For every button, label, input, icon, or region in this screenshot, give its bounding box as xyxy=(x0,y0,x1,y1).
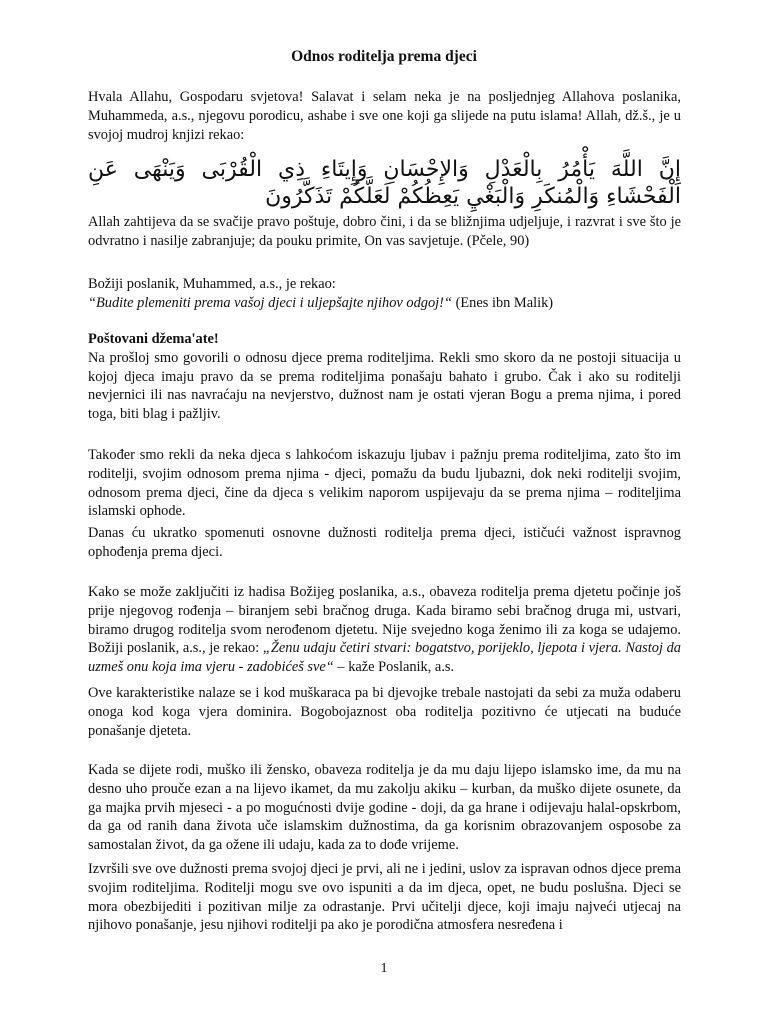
paragraph-choosing-spouse xyxy=(88,583,681,677)
hadith-quote: “Budite plemeniti prema vašoj djeci i uljepšajte njihov odgoj!“ xyxy=(88,294,452,311)
spouse-hadith-quote: „Ženu udaju četiri stvari: bogatstvo, porijeklo, ljepota i vjera. Nastoj da uzmeš onu koja ima vjeru - zadobićeš sve“ xyxy=(88,640,682,676)
hadith-intro: Božiji poslanik, Muhammed, a.s., je rekao: xyxy=(88,276,336,292)
paragraph-today-topic: Danas ću ukratko spomenuti osnovne dužnosti roditelja prema djeci, ističući važnost ispravnog ophođenja prema djeci. xyxy=(88,525,681,560)
address-paragraph xyxy=(88,330,681,424)
intro-paragraph: Hvala Allahu, Gospodaru svjetova! Salavat i selam neka je na posljednjeg Allahova poslanika, Muhammeda, a.s., njegovu porodicu, ashabe i sve one koji ga slijede na putu islama! Allah, dž.š., je u svojoj mudroj knjizi rekao: xyxy=(88,89,681,143)
verse-translation-paragraph: Allah zahtijeva da se svačije pravo poštuje, dobro čini, i da se bližnjima udjeljuje, i razvrat i sve što je odvratno i nasilje zabranjuje; da pouku primite, On vas savjetuje. (Pčele, 90) xyxy=(88,214,681,249)
quran-verse-arabic: إِنَّ اللَّهَ يَأْمُرُ بِالْعَدْلِ وَالإِحْسَانِ وَإِيتَاءِ ذِي الْقُرْبَى وَيَنْهَى عَنِ الْفَحْشَاءِ وَالْمُنكَرِ وَالْبَغْيِ يَعِظُكُمْ لَعَلَّكُمْ تَذَكَّرُونَ xyxy=(88,157,681,209)
document-title: Odnos roditelja prema djeci xyxy=(291,48,477,65)
section-heading: Poštovani džema'ate! xyxy=(88,331,219,347)
spouse-text: Kako se može zaključiti iz hadisa Božijeg poslanika, a.s., obaveza roditelja prema djetetu počinje još prije njegovog rođenja – biranjem sebi bračnog druga. Kada biramo sebi bračnog druga mi, ustvari, biramo drugog roditelja svom nerođenom djetetu. Nije svejedno koga ženimo ili za koga se udajemo. Božiji poslanik, a.s., je rekao: xyxy=(88,584,681,657)
paragraph-parent-duties: Kada se dijete rodi, muško ili žensko, obaveza roditelja je da mu daju lijepo islamsko ime, da mu na desno uho prouče ezan a na lijevo ikamet, da mu zakolju akiku – kurban, da muško dijete osunete, da ga majka prvih mjeseci - a po mogućnosti dvije godine - doji, da ga hrane i odijevaju halal-opskrbom, da ga od ranih dana života uče islamskim dužnostima, da ga korisnim obrazovanjem osposobe za samostalan život, da ga ožene ili udaju, kada za to dođe vrijeme. xyxy=(88,762,681,854)
address-text: Na prošloj smo govorili o odnosu djece prema roditeljima. Rekli smo skoro da ne postoji situacija u kojoj djeca imaju pravo da se prema roditeljima ponašaju bahato i grubo. Čak i ako su roditelji nevjernici ili nas navraćaju na nevjerstvo, dužnost nam je ostati vjeran Bogu a prema njima, i pored toga, biti blag i pažljiv. xyxy=(88,349,681,423)
paragraph-conditions: Izvršili sve ove dužnosti prema svojoj djeci je prvi, ali ne i jedini, uslov za ispravan odnos djece prema svojim roditeljima. Roditelji mogu sve ovo ispuniti a da im djeca, opet, ne budu poslušna. Djeci se mora obezbijediti i pozitivan milje za odrastanje. Prvi učitelji djece, koji imaju najveći utjecaj na njihovo ponašanje, jesu njihovi roditelji pa ako je porodična atmosfera nesređena i xyxy=(88,861,681,934)
paragraph-characteristics: Ove karakteristike nalaze se i kod muškaraca pa bi djevojke trebale nastojati da sebi za muža odaberu onoga kod koga vjera dominira. Bogobojaznost oba roditelja pozitivno će utjecati na buduće ponašanje djeteta. xyxy=(88,685,681,739)
page-number: 1 xyxy=(380,961,388,976)
hadith-paragraph xyxy=(88,275,681,313)
hadith-source: (Enes ibn Malik) xyxy=(451,294,554,311)
spouse-hadith-attribution: – kaže Poslanik, a.s. xyxy=(333,659,455,676)
paragraph-love-attention: Također smo rekli da neka djeca s lahkoćom iskazuju ljubav i pažnju prema roditeljima, zato što im roditelji, svojim odnosom prema njima - djeci, pomažu da budu ljubazni, dok neki roditelji svojim, odnosom prema djeci, čine da djeca s velikim naporom uspijevaju da se prema njima – roditeljima islamski ophode. xyxy=(88,447,681,520)
